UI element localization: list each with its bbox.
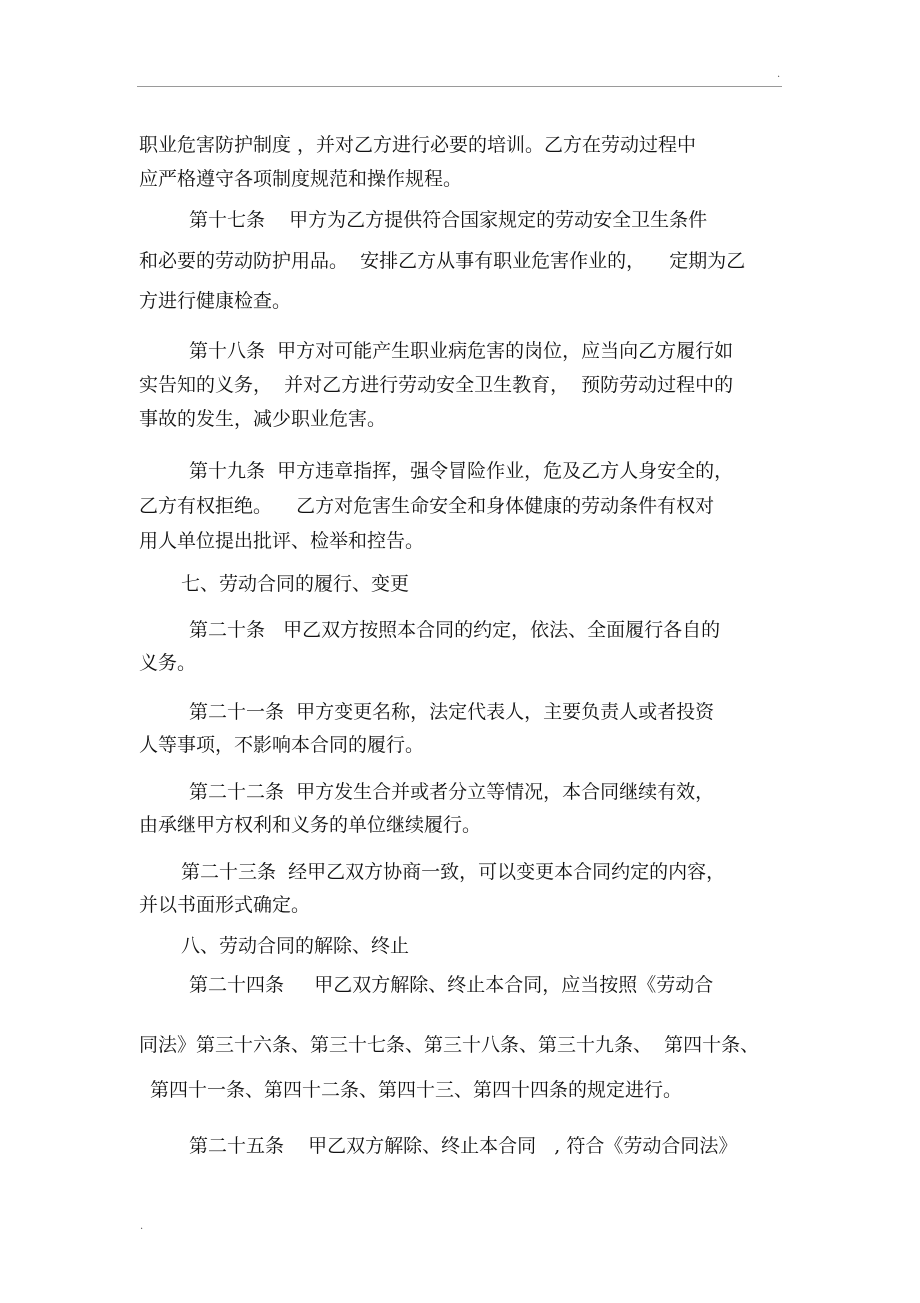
text-line: 第二十二条 甲方发生合并或者分立等情况，本合同继续有效，	[189, 781, 715, 803]
text-line: 第十七条 甲方为乙方提供符合国家规定的劳动安全卫生条件	[189, 209, 708, 231]
text-line: 义务。	[139, 652, 197, 674]
text-line: 第十九条 甲方违章指挥，强令冒险作业，危及乙方人身安全的，	[189, 460, 734, 482]
text-line: 第二十一条 甲方变更名称，法定代表人，主要负责人或者投资	[189, 701, 715, 723]
text-line: 第二十三条 经甲乙双方协商一致，可以变更本合同约定的内容，	[181, 861, 726, 883]
text-line: 由承继甲方权利和义务的单位继续履行。	[139, 814, 482, 836]
text-line: 乙方有权拒绝。 乙方对危害生命安全和身体健康的劳动条件有权对	[139, 495, 715, 517]
text-line: 实告知的义务， 并对乙方进行劳动安全卫生教育， 预防劳动过程中的	[139, 374, 734, 396]
text-line: 并以书面形式确定。	[139, 894, 311, 916]
header-dot: .	[777, 69, 781, 80]
text-line: 事故的发生，减少职业危害。	[139, 408, 387, 430]
text-line: 第四十一条、第四十二条、第四十三、第四十四条的规定进行。	[150, 1079, 683, 1101]
text-line: 第二十四条 甲乙双方解除、终止本合同，应当按照《劳动合	[189, 974, 714, 996]
text-line: 第二十条 甲乙双方按照本合同的约定，依法、全面履行各自的	[189, 619, 721, 641]
text-line: 用人单位提出批评、检举和控告。	[139, 530, 425, 552]
text-line: 职业危害防护制度 ，并对乙方进行必要的培训。乙方在劳动过程中	[139, 134, 697, 156]
text-line: 第二十五条 甲乙双方解除、终止本合同 , 符合《劳动合同法》	[189, 1135, 738, 1157]
section-heading: 八、劳动合同的解除、终止	[181, 935, 410, 957]
text-line: 和必要的劳动防护用品。 安排乙方从事有职业危害作业的， 定期为乙	[139, 250, 746, 272]
text-line: 第十八条 甲方对可能产生职业病危害的岗位，应当向乙方履行如	[189, 340, 734, 362]
text-line: 方进行健康检查。	[139, 290, 292, 312]
section-heading: 七、劳动合同的履行、变更	[181, 573, 410, 595]
footer-dot: .	[140, 1221, 144, 1232]
text-line: 同法》第三十六条、第三十七条、第三十八条、第三十九条、 第四十条、	[139, 1034, 760, 1056]
text-line: 应严格遵守各项制度规范和操作规程。	[139, 168, 463, 190]
text-line: 人等事项，不影响本合同的履行。	[139, 734, 425, 756]
header-rule	[137, 86, 782, 87]
